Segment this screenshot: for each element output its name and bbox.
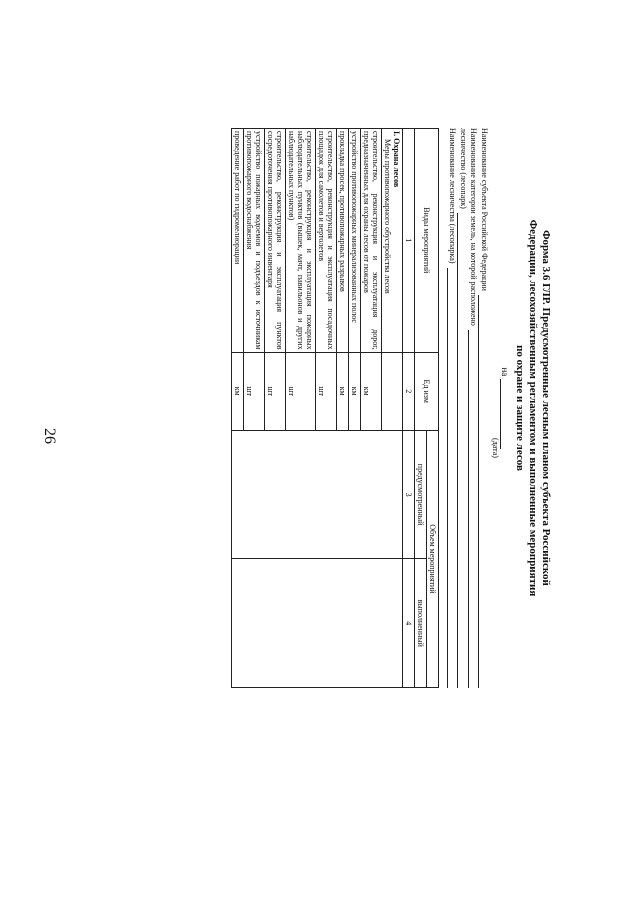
title-line-2: Федерации, лесохозяйственным регламентом и выполненные мероприятия — [527, 219, 539, 597]
table-row: устройство противопожарных минерализованных полос км — [349, 129, 361, 688]
table-row: строительство, реконструкция и эксплуатация дорог, предназначенных для охраны лесов от пожаров км — [361, 129, 382, 688]
header-volume: Объем мероприятий — [427, 430, 439, 687]
date-line — [500, 379, 511, 449]
title-line-3: по охране и защите лесов — [514, 345, 526, 471]
field-forestry-name: Наименование лесничества (лесопарка) — [447, 128, 458, 688]
section-title: I. Охрана лесов — [392, 131, 401, 188]
header-kind: Виды мероприятий — [415, 129, 439, 353]
done-cell — [232, 559, 403, 688]
measures-table — [231, 128, 439, 688]
date-caption: (дата) — [491, 438, 500, 458]
header-unit: Ед изм — [415, 352, 439, 430]
header-planned: предусмотренный — [415, 430, 427, 559]
header-fields — [447, 128, 489, 688]
field-land-category: Наименование категории земель, на которой расположено — [468, 128, 479, 688]
header-done: выполненный — [415, 559, 427, 688]
field-subject: Наименование субъекта Российской Федерации — [479, 128, 490, 688]
column-numbers-row: 1 2 3 4 — [403, 129, 415, 688]
table-row: строительство, реконструкция и эксплуатация посадочных площадок для самолетов и вертолетов шт — [316, 129, 337, 688]
form-content — [114, 128, 554, 688]
subsection-title: Меры противопожарного обустройства лесов — [383, 139, 392, 294]
form-title — [513, 128, 552, 688]
table-row: прокладка просек, противопожарных разрывов км — [337, 129, 349, 688]
table-row: устройство пожарных водоемов и подъездов к источникам противопожарного водоснабжения шт — [244, 129, 265, 688]
title-line-1: Форма 3.6 ГЛР. Предусмотренные лесным планом субъекта Российской — [540, 230, 552, 586]
table-row: проведение работ по гидромелиорации км — [232, 129, 244, 688]
table-row: строительство, реконструкция и эксплуатация пунктов сосредоточения противопожарного инвентаря шт — [265, 129, 286, 688]
date-block — [491, 128, 511, 688]
field-forestry: лесничество (лесопарк) — [458, 128, 469, 688]
table-row: строительство, реконструкция и эксплуатация пожарных наблюдательных пунктов (вышек, мачт, павильонов и других наблюдательных пунктов) шт — [286, 129, 316, 688]
section-row — [382, 129, 403, 688]
na-label: на — [500, 367, 510, 377]
planned-cell — [232, 430, 403, 559]
page-number: 26 — [41, 428, 58, 444]
